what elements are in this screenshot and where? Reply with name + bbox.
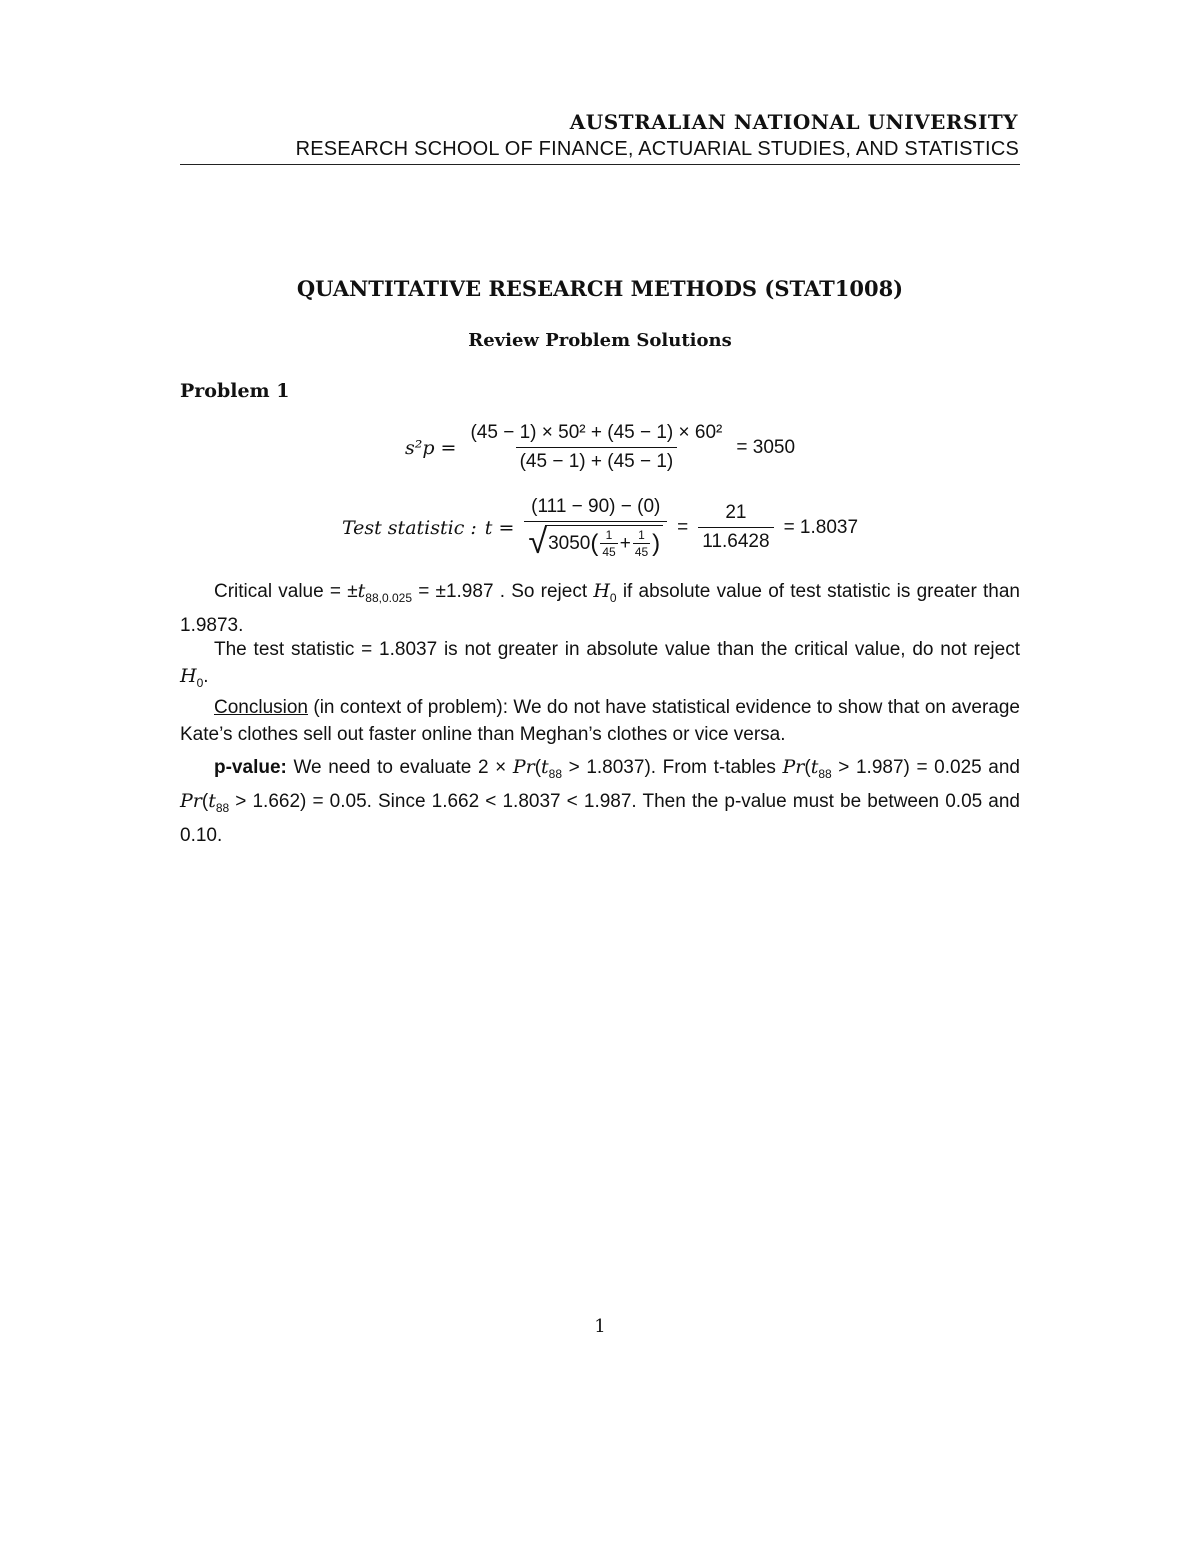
text-run: (: [201, 790, 209, 812]
problem-heading: Problem 1: [180, 380, 290, 402]
radical-sign: √: [528, 523, 548, 561]
text-run: > 1.987) = 0.025 and: [831, 757, 1020, 778]
text-run: > 1.8037). From t-tables: [562, 757, 783, 778]
header-rule: [180, 164, 1020, 165]
radicand: [545, 525, 663, 559]
radicand-value: 3050: [548, 532, 591, 554]
text-run: The test statistic = 1.8037 is not greater in absolute value than the critical value, do not reject: [214, 639, 1020, 660]
simplified-denominator: 11.6428: [698, 527, 773, 553]
math-var: t: [541, 756, 549, 778]
close-paren: ): [652, 529, 661, 557]
pooled-variance-numerator: (45 − 1) × 50² + (45 − 1) × 60²: [470, 422, 723, 443]
text-run: if absolute value of test statistic is greater than 1.9873.: [180, 581, 1020, 636]
simplified-numerator: 21: [725, 502, 747, 523]
pooled-variance-denominator: (45 − 1) + (45 − 1): [516, 447, 678, 473]
math-subscript: 0: [609, 590, 617, 605]
text-run: (: [534, 757, 542, 778]
plus-sign: +: [619, 532, 631, 554]
math-var: t: [357, 580, 366, 602]
text-run: Critical value = ±: [214, 581, 358, 602]
page-number: 1: [594, 1316, 606, 1337]
document-title: QUANTITATIVE RESEARCH METHODS (STAT1008): [296, 276, 904, 301]
test-statistic-label: Test statistic :: [341, 516, 477, 539]
math-subscript: 88: [215, 800, 230, 815]
math-var: H: [593, 580, 610, 602]
fraction-a-denominator: 45: [602, 545, 616, 559]
conclusion-label: Conclusion: [214, 697, 308, 718]
math-var: Pr: [782, 756, 805, 778]
school-name: RESEARCH SCHOOL OF FINANCE, ACTUARIAL STUDIES, AND STATISTICS: [295, 138, 1019, 160]
open-paren: (: [590, 529, 599, 557]
text-run: (in context of problem): We do not have statistical evidence to show that on average Kate’s clothes sell out faster online than Meghan’s clothes or vice versa.: [180, 697, 1020, 745]
conclusion-paragraph: [180, 694, 1020, 748]
document-subtitle: Review Problem Solutions: [468, 330, 732, 351]
math-subscript: 88: [548, 766, 563, 781]
test-statistic-equation: [0, 496, 1200, 559]
test-statistic-lhs: t =: [484, 516, 515, 539]
test-statistic-numerator: (111 − 90) − (0): [531, 496, 661, 517]
fraction-b-numerator: 1: [638, 528, 645, 542]
pooled-variance-equation: [0, 422, 1200, 473]
p-value-label: p-value:: [214, 757, 287, 778]
math-var: t: [208, 789, 216, 812]
pooled-variance-lhs: s²p =: [404, 436, 457, 459]
simplified-fraction: [698, 502, 773, 553]
test-statistic-denominator: [524, 521, 667, 559]
fraction-a-numerator: 1: [605, 528, 613, 542]
pooled-variance-result: = 3050: [736, 436, 796, 458]
fraction-b-denominator: 45: [634, 545, 649, 559]
math-subscript: 88,0.025: [365, 590, 413, 605]
math-var: t: [810, 756, 819, 778]
text-run: > 1.662) = 0.05. Since 1.662 < 1.8037 < 1.987. Then the p-value must be between 0.05 and 0.10.: [180, 790, 1020, 846]
square-root: [528, 525, 663, 559]
decision-paragraph: [180, 636, 1020, 697]
math-var: Pr: [180, 789, 202, 812]
p-value-paragraph: [180, 754, 1020, 849]
math-var: H: [180, 665, 197, 687]
text-run: .: [203, 666, 209, 687]
test-statistic-result: = 1.8037: [783, 516, 859, 538]
pooled-variance-fraction: [466, 422, 726, 473]
math-subscript: 88: [818, 766, 832, 781]
math-subscript: 0: [196, 675, 204, 690]
university-name: AUSTRALIAN NATIONAL UNIVERSITY: [569, 110, 1018, 134]
math-var: Pr: [512, 756, 535, 778]
text-run: (: [804, 757, 811, 778]
text-run: = ±1.987 . So reject: [412, 581, 594, 602]
fraction-one-over-45-b: [633, 528, 650, 559]
critical-value-paragraph: [180, 578, 1020, 639]
fraction-one-over-45-a: [600, 528, 617, 559]
equals-sign: =: [677, 516, 689, 538]
test-statistic-fraction: [524, 496, 667, 559]
text-run: We need to evaluate 2 ×: [286, 757, 513, 778]
